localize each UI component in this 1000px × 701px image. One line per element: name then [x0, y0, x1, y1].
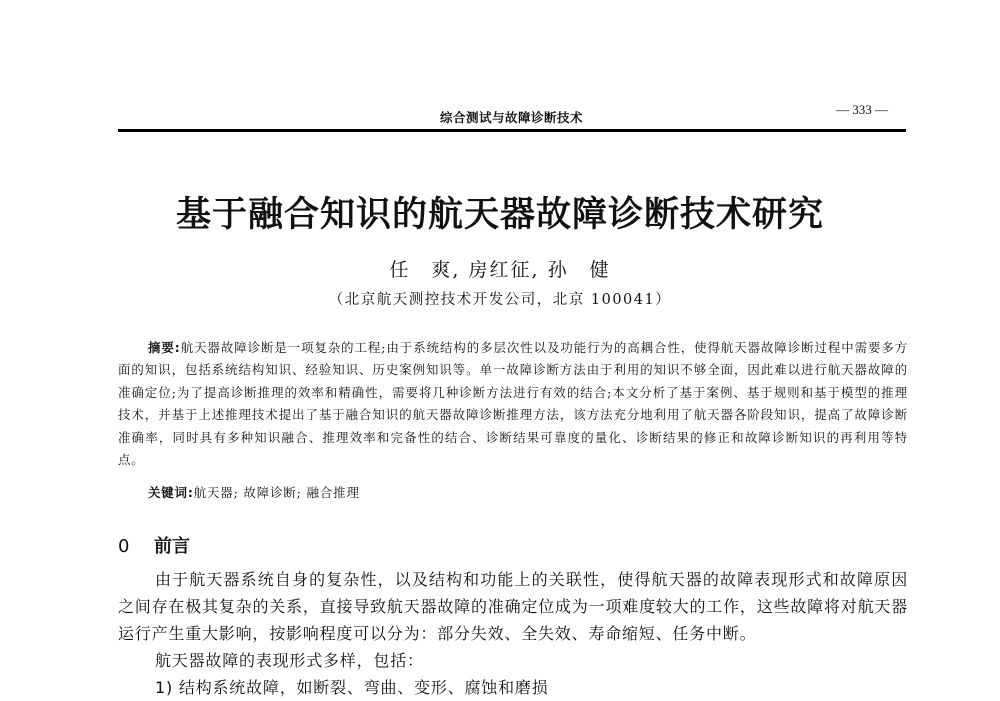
- keywords-text: 航天器; 故障诊断; 融合推理: [193, 485, 360, 500]
- abstract-text: 航天器故障诊断是一项复杂的工程;由于系统结构的多层次性以及功能行为的高耦合性，使得航天器故障诊断过程中需要多方面的知识，包括系统结构知识、经验知识、历史案例知识等。单一故障诊断方法由于利用的知识不够全面，因此难以进行航天器故障的准确定位;为了提高诊断推理的效率和精确性，需要将几种诊断方法进行有效的结合;本文分析了基于案例、基于规则和基于模型的推理技术，并基于上述推理技术提出了基于融合知识的航天器故障诊断推理方法，该方法充分地利用了航天器各阶段知识，提高了故障诊断准确率，同时具有多种知识融合、推理效率和完备性的结合、诊断结果可靠度的量化、诊断结果的修正和故障诊断知识的再利用等特点。: [118, 340, 908, 468]
- journal-name: 综合测试与故障诊断技术: [440, 110, 584, 125]
- paper-title: 基于融合知识的航天器故障诊断技术研究: [175, 195, 824, 235]
- section-number: 0: [118, 536, 130, 557]
- paper-affiliation: （北京航天测控技术开发公司，北京 100041）: [328, 292, 672, 308]
- abstract: [118, 337, 908, 471]
- body-paragraph: 由于航天器系统自身的复杂性，以及结构和功能上的关联性，使得航天器的故障表现形式和故障原因之间存在极其复杂的关系，直接导致航天器故障的准确定位成为一项难度较大的工作，这些故障将对航天器运行产生重大影响，按影响程度可以分为：部分失效、全失效、寿命缩短、任务中断。: [118, 570, 908, 643]
- keywords-label: 关键词:: [148, 485, 194, 500]
- keywords: [148, 483, 360, 501]
- header-rule: [118, 129, 906, 132]
- page-number: — 333 —: [836, 102, 888, 117]
- body-paragraph: 航天器故障的表现形式多样，包括：: [155, 651, 424, 670]
- abstract-label: 摘要:: [148, 340, 181, 355]
- section-title: 前言: [154, 536, 190, 557]
- section-heading: [118, 532, 190, 558]
- running-head: [118, 100, 906, 126]
- body-text: [118, 566, 908, 701]
- list-item: 1) 结构系统故障，如断裂、弯曲、变形、腐蚀和磨损: [155, 678, 549, 697]
- paper-authors: 任 爽, 房红征, 孙 健: [389, 259, 611, 281]
